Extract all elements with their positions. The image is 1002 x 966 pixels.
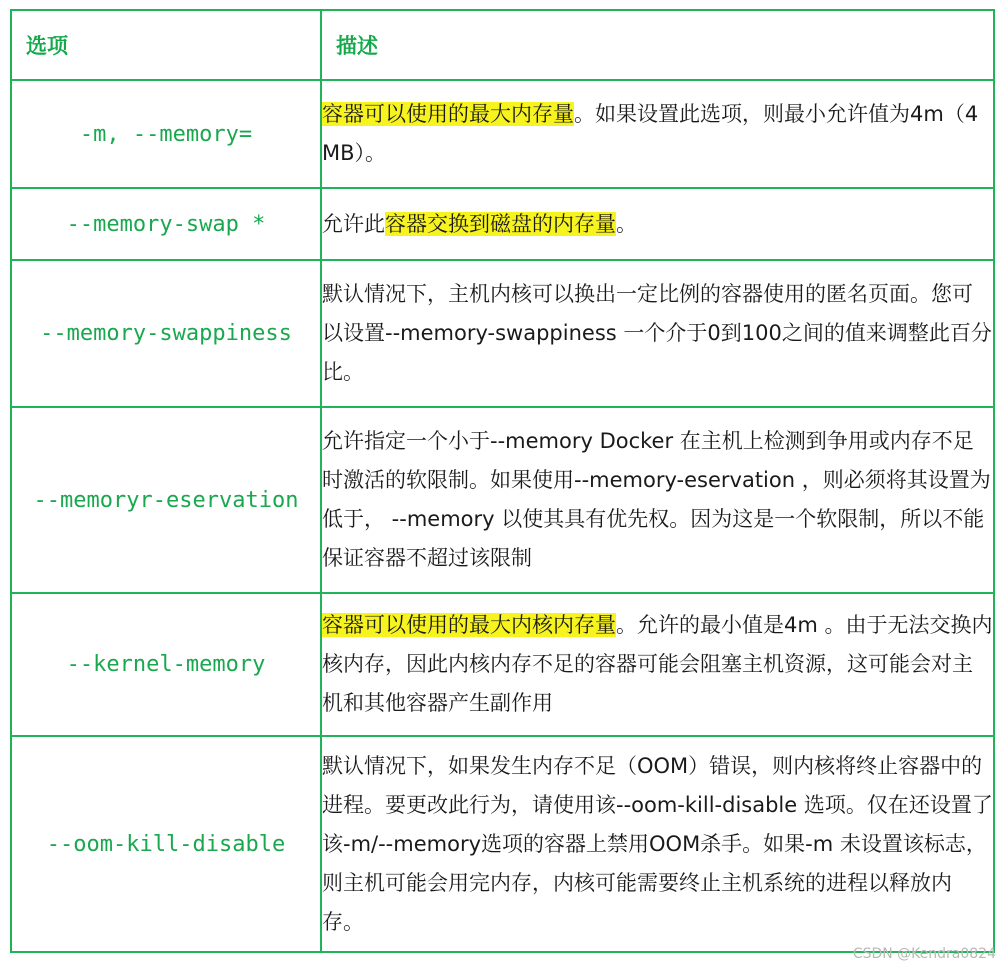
description-cell [321,260,994,407]
option-cell: --memoryr-eservation [11,407,321,593]
description-text: 允许指定一个小于--memory Docker 在主机上检测到争用或内存不足时激活的软限制。如果使用--memory-eservation ，则必须将其设置为低于， --memory 以使其具有优先权。因为这是一个软限制，所以不能保证容器不超过该限制 [322,429,991,570]
description-cell [321,188,994,260]
table-row [11,188,994,260]
highlighted-text: 容器可以使用的最大内存量 [322,102,574,126]
table-row [11,407,994,593]
header-row [11,10,994,80]
description-text: 。允许的最小值是4m 。由于无法交换内核内存，因此内核内存不足的容器可能会阻塞主机资源，这可能会对主机和其他容器产生副作用 [322,613,993,715]
header-description: 描述 [321,10,994,80]
highlighted-text: 容器交换到磁盘的内存量 [385,211,616,236]
description-cell [321,407,994,593]
options-table [10,9,995,953]
description-text: 允许此 [322,211,385,236]
table-row [11,260,994,407]
option-cell: --memory-swap * [11,188,321,260]
watermark: CSDN @Kendra0824 [852,946,996,962]
option-cell: --memory-swappiness [11,260,321,407]
table-row [11,80,994,188]
description-cell [321,736,994,952]
highlighted-text: 容器可以使用的最大内核内存量 [322,613,616,637]
header-option: 选项 [11,10,321,80]
description-text: 默认情况下，主机内核可以换出一定比例的容器使用的匿名页面。您可以设置--memory-swappiness 一个介于0到100之间的值来调整此百分比。 [322,282,992,384]
table-row [11,593,994,736]
description-text: 。 [616,211,637,236]
option-cell: --oom-kill-disable [11,736,321,952]
description-cell [321,593,994,736]
option-cell: -m, --memory= [11,80,321,188]
description-text: 。如果设置此选项，则最小允许值为4m（4 MB）。 [322,102,979,165]
description-text: 默认情况下，如果发生内存不足（OOM）错误，则内核将终止容器中的进程。要更改此行为，请使用该--oom-kill-disable 选项。仅在还设置了该-m/--memory选项的容器上禁用OOM杀手。如果-m 未设置该标志，则主机可能会用完内存，内核可能需要终止主机系统的进程以释放内存。 [322,753,993,934]
option-cell: --kernel-memory [11,593,321,736]
description-cell [321,80,994,188]
table-row [11,736,994,952]
